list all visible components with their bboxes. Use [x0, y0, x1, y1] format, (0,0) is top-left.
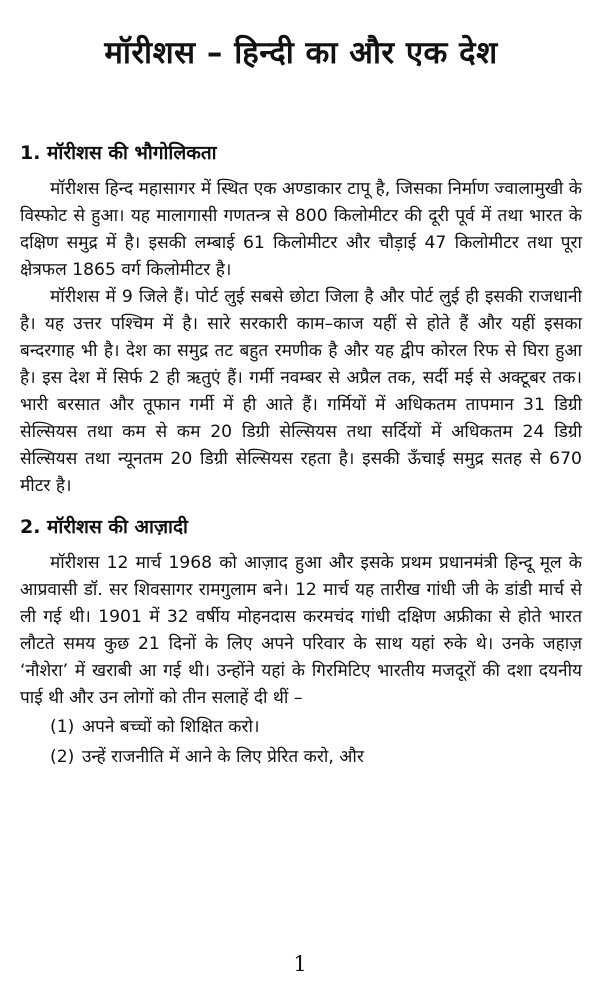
list-item: [50, 712, 582, 742]
paragraph: मॉरीशस में 9 जिले हैं। पोर्ट लुई सबसे छोटा जिला है और पोर्ट लुई ही इसकी राजधानी है। यह उत्तर पश्चिम में है। सारे सरकारी काम–काज यहीं से होते हैं और यहीं इसका बन्दरगाह भी है। देश का समुद्र तट बहुत रमणीक है और यह द्वीप कोरल रिफ से घिरा हुआ है। इस देश में सिर्फ 2 ही ऋतुएं हैं। गर्मी नवम्बर से अप्रैल तक, सर्दी मई से अक्टूबर तक। भारी बरसात और तूफान गर्मी में ही आते हैं। गर्मियों में अधिकतम तापमान 31 डिग्री सेल्सियस तथा कम से कम 20 डिग्री सेल्सियस तथा सर्दियों में अधिकतम 24 डिग्री सेल्सियस तथा न्यूनतम 20 डिग्री सेल्सियस रहता है। इसकी ऊँचाई समुद्र सतह से 670 मीटर है।: [20, 287, 582, 496]
page-number: 1: [293, 952, 307, 976]
list-item: [50, 742, 582, 772]
paragraph: मॉरीशस 12 मार्च 1968 को आज़ाद हुआ और इसके प्रथम प्रधानमंत्री हिन्दू मूल के आप्रवासी डॉ. सर शिवसागर रामगुलाम बने। 12 मार्च यह तारीख गांधी जी के डांडी मार्च से ली गई थी। 1901 में 32 वर्षीय मोहनदास करमचंद गांधी दक्षिण अफ्रीका से होते भारत लौटते समय कुछ 21 दिनों के लिए अपने परिवार के साथ यहां रुके थे। उनके जहाज़ ‘नौशेरा’ में खराबी आ गई थी। उन्होंने यहां के गिरमिटिए भारतीय मजदूरों की दशा दयनीय पाई थी और उन लोगों को तीन सलाहें दी थीं –: [20, 553, 582, 708]
list-item-number: (2): [50, 747, 75, 767]
section-heading: 2. मॉरीशस की आज़ादी: [20, 516, 188, 538]
page-title: मॉरीशस – हिन्दी का और एक देश: [104, 35, 498, 71]
advice-list: [20, 712, 582, 772]
section-geography: [20, 140, 582, 500]
paragraph: मॉरीशस हिन्द महासागर में स्थित एक अण्डाकार टापू है, जिसका निर्माण ज्वालामुखी के विस्फोट से हुआ। यह मालागासी गणतन्त्र से 800 किलोमीटर की दूरी पूर्व में तथा भारत के दक्षिण समुद्र में है। इसकी लम्बाई 61 किलोमीटर और चौड़ाई 47 किलोमीटर तथा पूरा क्षेत्रफल 1865 वर्ग किलोमीटर है।: [20, 179, 582, 280]
section-heading: 1. मॉरीशस की भौगोलिकता: [20, 142, 217, 164]
list-item-text: अपने बच्चों को शिक्षित करो।: [82, 717, 260, 737]
list-item-number: (1): [50, 717, 75, 737]
section-independence: [20, 514, 582, 772]
list-item-text: उन्हें राजनीति में आने के लिए प्रेरित करो, और: [82, 747, 364, 767]
